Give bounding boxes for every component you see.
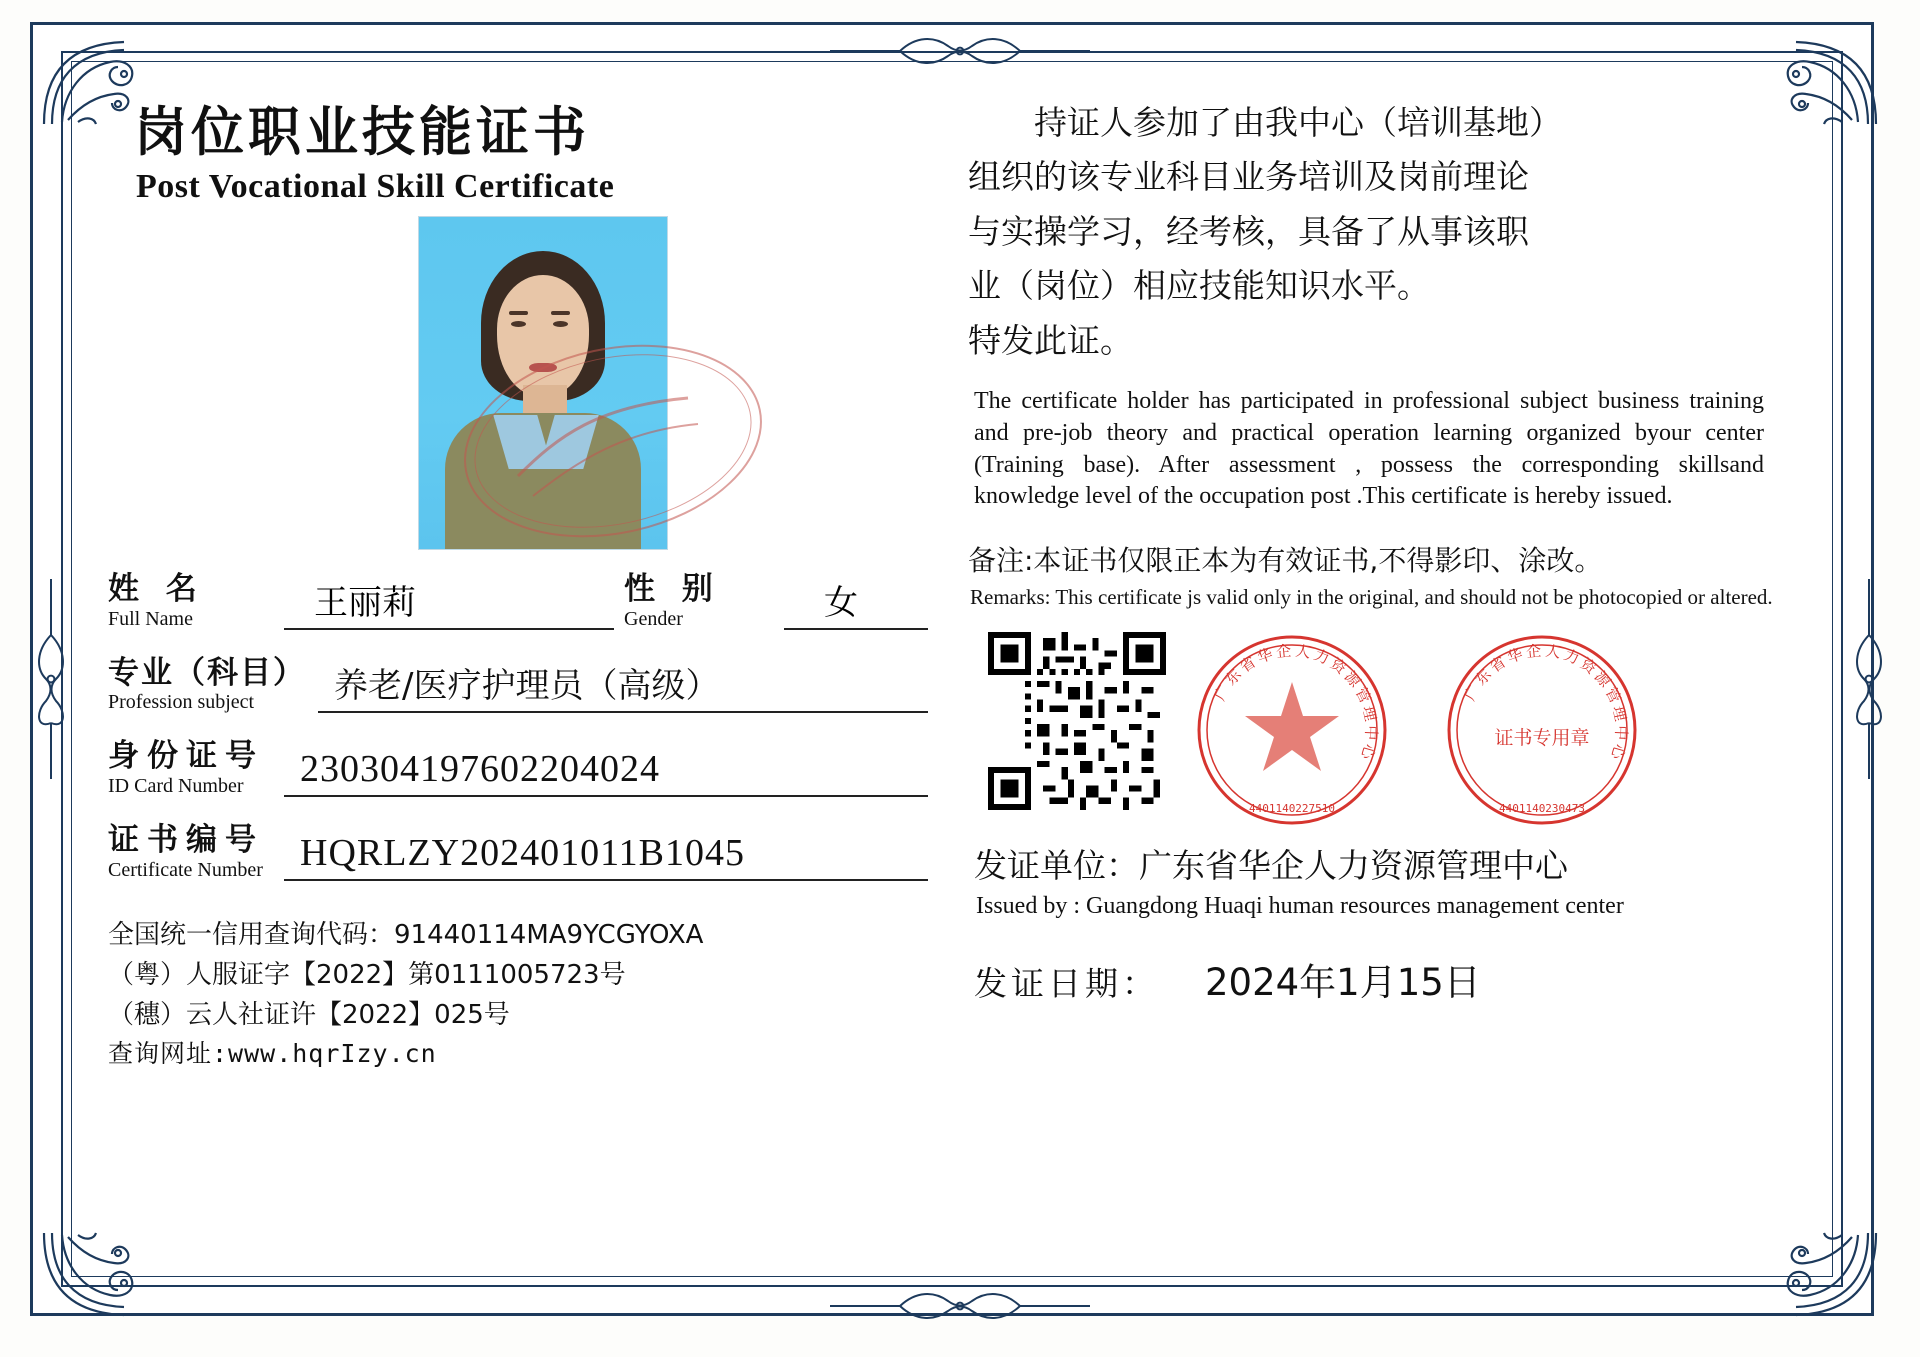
- label-certificate-number-cn: 证书编号: [108, 821, 264, 858]
- issuer-label-en: Issued by :: [976, 892, 1080, 919]
- svg-text:力: 力: [1561, 645, 1582, 668]
- svg-text:理: 理: [1358, 704, 1380, 723]
- label-full-name-cn: 姓 名: [108, 571, 205, 607]
- svg-text:中: 中: [1611, 724, 1631, 741]
- svg-text:省: 省: [1236, 652, 1260, 677]
- page-title-en: Post Vocational Skill Certificate: [136, 168, 615, 205]
- qr-code[interactable]: [988, 632, 1166, 810]
- official-seal-2: [1436, 624, 1648, 836]
- svg-text:企: 企: [1275, 641, 1293, 662]
- footnote-credit-code: 全国统一信用查询代码：91440114MA9YCGYOXA: [108, 919, 704, 950]
- right-column: [968, 90, 1808, 1006]
- issue-date-label: 发证日期：: [974, 963, 1159, 1003]
- issuer-label-cn: 发证单位：: [974, 845, 1139, 885]
- label-full-name-en: Full Name: [108, 607, 193, 630]
- issuer-value-cn: 广东省华企人力资源管理中心: [1139, 845, 1568, 885]
- left-column: [108, 90, 928, 1074]
- svg-text:省: 省: [1486, 652, 1510, 677]
- field-row-name-gender: [108, 572, 928, 630]
- issuer-line-cn: [974, 840, 1808, 887]
- field-row-certificate-number: [108, 823, 928, 881]
- page-title-cn: 岗位职业技能证书: [134, 102, 590, 163]
- svg-text:管: 管: [1601, 684, 1625, 706]
- statement-cn-line-4: 业（岗位）相应技能知识水平。: [968, 266, 1430, 306]
- remarks-en: Remarks: This certificate js valid only in the original, and should not be photocopied or altered.: [970, 584, 1773, 609]
- label-profession: [108, 656, 318, 714]
- svg-text:4401140230473: 4401140230473: [1498, 801, 1586, 815]
- edge-ornament-right: [1852, 579, 1886, 779]
- photo-container: [418, 216, 666, 548]
- label-full-name: [108, 572, 284, 630]
- certificate-content: [108, 90, 1808, 1250]
- official-seal-1: [1186, 624, 1398, 836]
- label-certificate-number: [108, 823, 284, 881]
- label-id-card-en: ID Card Number: [108, 774, 244, 797]
- label-gender-en: Gender: [624, 607, 683, 630]
- value-full-name: 王丽莉: [284, 575, 614, 630]
- svg-text:源: 源: [1340, 667, 1365, 691]
- svg-text:力: 力: [1311, 645, 1332, 668]
- value-certificate-number: HQRLZY202401011B1045: [284, 831, 928, 881]
- label-profession-cn: 专业（科目）: [108, 654, 306, 691]
- statement-cn-line-1: 持证人参加了由我中心（培训基地）: [1034, 103, 1562, 142]
- svg-text:理: 理: [1608, 704, 1630, 723]
- label-id-card-cn: 身份证号: [108, 738, 264, 775]
- svg-text:资: 资: [1327, 654, 1350, 678]
- seal-row: [968, 624, 1808, 834]
- issuer-line-en: [976, 893, 1808, 920]
- edge-ornament-left: [34, 579, 68, 779]
- svg-text:人: 人: [1294, 641, 1312, 662]
- statement-cn-line-2: 组织的该专业科目业务培训及岗前理论: [968, 157, 1529, 197]
- svg-text:证书专用章: 证书专用章: [1494, 726, 1590, 749]
- value-gender: 女: [784, 575, 928, 630]
- edge-ornament-top: [830, 34, 1090, 68]
- statement-cn: [968, 96, 1808, 368]
- field-row-profession: [108, 656, 928, 714]
- footnotes: [108, 915, 928, 1075]
- statement-cn-line-5: 特发此证。: [968, 320, 1133, 360]
- svg-text:东: 东: [1221, 665, 1246, 689]
- statement-cn-line-3: 与实操学习，经考核，具备了从事该职: [968, 211, 1529, 251]
- label-certificate-number-en: Certificate Number: [108, 858, 263, 881]
- svg-text:华: 华: [1504, 644, 1526, 667]
- value-id-card: 230304197602204024: [284, 747, 928, 797]
- svg-text:华: 华: [1254, 644, 1276, 667]
- svg-text:心: 心: [1607, 741, 1629, 762]
- fields-list: [108, 572, 928, 881]
- svg-text:广: 广: [1460, 681, 1484, 704]
- svg-text:中: 中: [1361, 724, 1381, 741]
- svg-text:4401140227510: 4401140227510: [1248, 801, 1336, 815]
- issuer-value-en: Guangdong Huaqi human resources management center: [1086, 892, 1624, 919]
- statement-en: The certificate holder has participated in professional subject business training and pre-job theory and practical operation learning organized byour center (Training base). After assessment , possess the corresponding skillsand knowledge level of the occupation post .This certificate is hereby issued.: [974, 388, 1764, 510]
- label-profession-en: Profession subject: [108, 691, 255, 714]
- footnote-query-site: 查询网址:www.hqrIzy.cn: [108, 1039, 437, 1069]
- svg-text:心: 心: [1357, 741, 1379, 762]
- svg-text:资: 资: [1577, 654, 1600, 678]
- svg-text:企: 企: [1525, 641, 1543, 662]
- remarks-cn: 备注:本证书仅限正本为有效证书,不得影印、涂改。: [968, 543, 1603, 577]
- footnote-line-3: （穗）云人社证许【2022】025号: [108, 1000, 510, 1031]
- footnote-line-2: （粤）人服证字【2022】第0111005723号: [108, 959, 626, 990]
- value-profession: 养老/医疗护理员（高级）: [318, 658, 928, 713]
- svg-text:广: 广: [1210, 681, 1234, 704]
- svg-text:东: 东: [1471, 665, 1496, 689]
- svg-text:管: 管: [1351, 684, 1375, 706]
- edge-ornament-bottom: [830, 1289, 1090, 1323]
- label-gender-cn: 性 别: [624, 571, 721, 607]
- label-gender: [624, 572, 784, 630]
- avatar: [418, 216, 668, 550]
- svg-text:源: 源: [1590, 667, 1615, 691]
- issue-date-value: 2024年1月15日: [1205, 960, 1481, 1004]
- issue-date-row: [974, 952, 1808, 1006]
- label-id-card: [108, 739, 284, 797]
- field-row-id-card: [108, 739, 928, 797]
- svg-text:人: 人: [1544, 641, 1562, 662]
